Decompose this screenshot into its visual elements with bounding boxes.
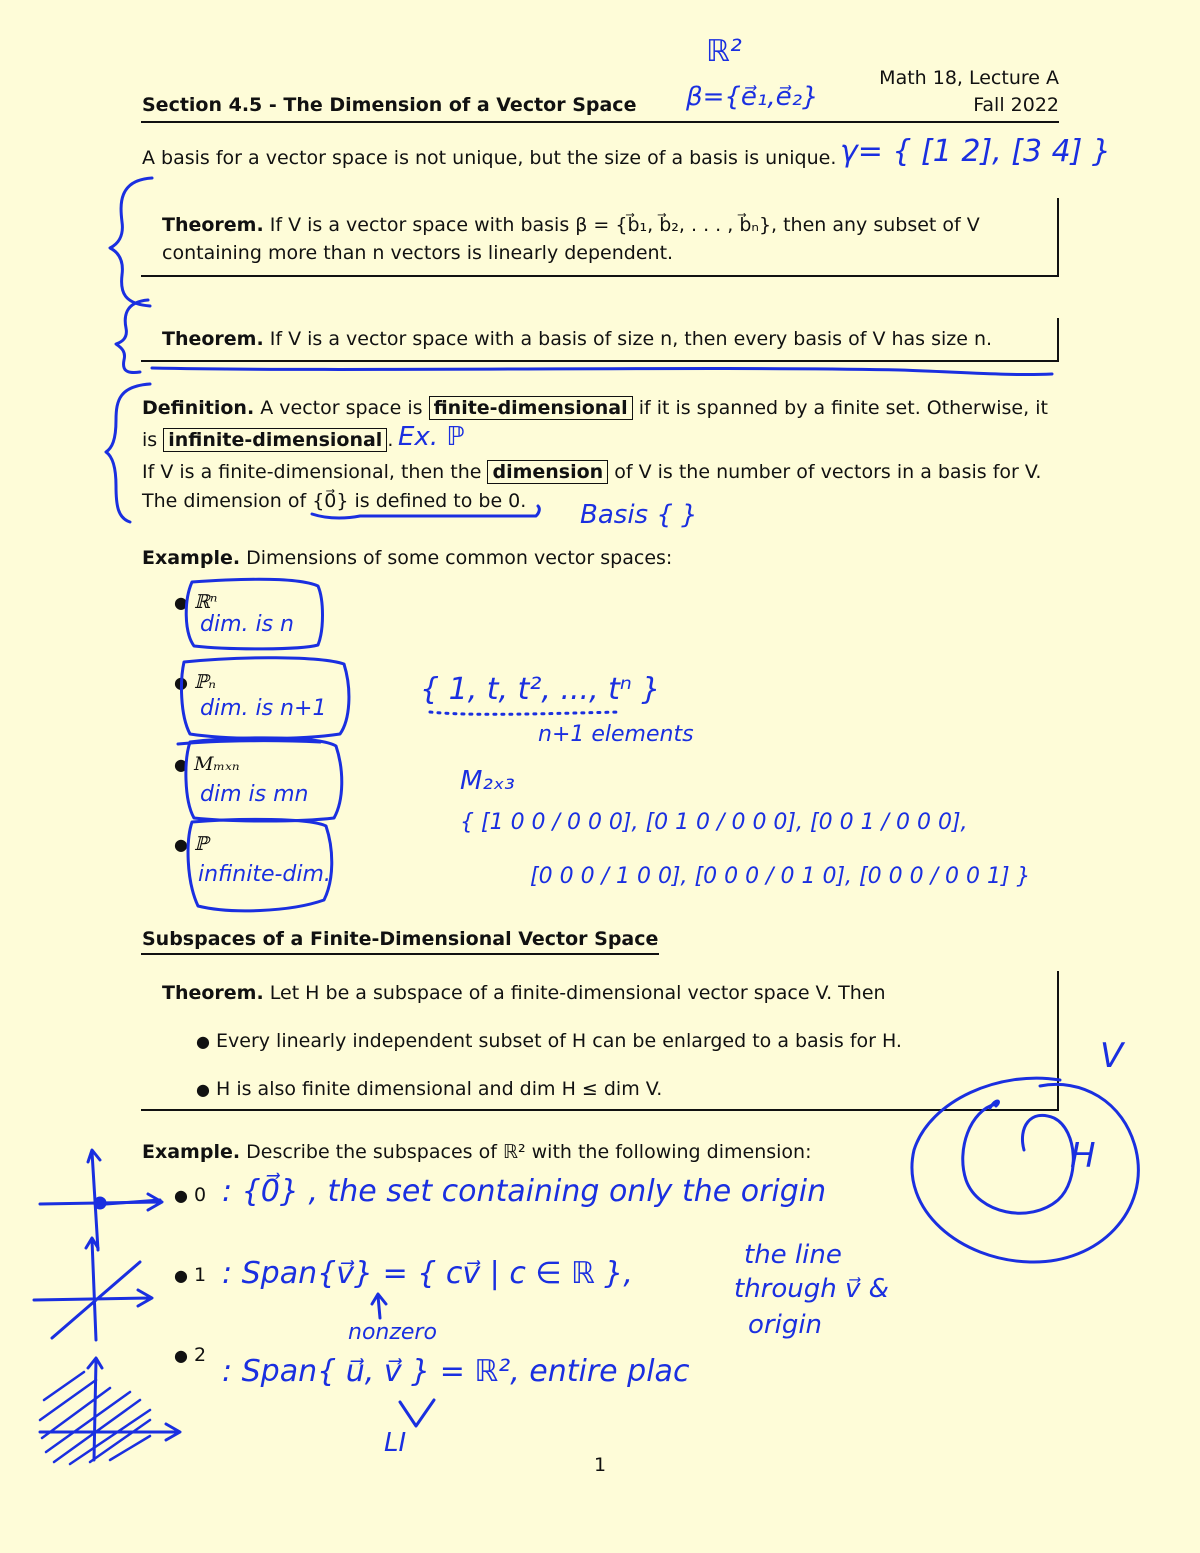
example2-intro: Example. Describe the subspaces of ℝ² with the following dimension:: [142, 1141, 812, 1163]
theorem2-underline: [152, 368, 1052, 375]
ink-dim-pn: dim. is n+1: [200, 696, 327, 721]
example2-item-1: ● 1: [174, 1264, 207, 1286]
ink-origin: origin: [748, 1310, 823, 1340]
term-label: Fall 2022: [973, 94, 1059, 116]
definition-line2: is infinite-dimensional .: [142, 429, 394, 451]
ink-nonzero: nonzero: [348, 1320, 437, 1345]
ink-dim-rn: dim. is n: [200, 612, 295, 637]
ink-li: LI: [384, 1428, 407, 1458]
ink-infinite: infinite-dim.: [198, 862, 331, 887]
subspaces-heading: Subspaces of a Finite-Dimensional Vector Space: [142, 928, 659, 950]
example2-item-2: ● 2: [174, 1344, 207, 1366]
example2-item-0: ● 0: [174, 1184, 207, 1206]
zero-underline: [312, 506, 539, 518]
brace-theorem1: [110, 178, 152, 306]
theorem3-intro: Theorem. Let H be a subspace of a finite-dimensional vector space V. Then: [162, 982, 886, 1004]
term-finite-dimensional: finite-dimensional: [429, 396, 633, 420]
course-label: Math 18, Lecture A: [879, 67, 1059, 89]
brace-theorem2: [116, 300, 148, 373]
ink-r2: ℝ²: [706, 34, 742, 69]
theorem3-bullet-1: ● Every linearly independent subset of H can be enlarged to a basis for H.: [196, 1030, 902, 1052]
theorem2-text: Theorem. If V is a vector space with a basis of size n, then every basis of V has size n.: [162, 328, 993, 350]
theorem3-bullet-2: ● H is also finite dimensional and dim H ≤ dim V.: [196, 1078, 663, 1100]
brace-definition: [106, 384, 150, 522]
ink-beta: β={e⃗₁,e⃗₂}: [686, 82, 819, 112]
theorem1-line1: Theorem. If V is a vector space with basis β = {b⃗₁, b⃗₂, . . . , b⃗ₙ}, then any subset of V: [162, 214, 980, 236]
example1-item-mmn: ● Mₘₓₙ: [174, 753, 240, 775]
ink-poly-basis: { 1, t, t², ..., tⁿ }: [420, 672, 661, 707]
ink-poly-count: n+1 elements: [538, 722, 694, 747]
ink-through: through v⃗ &: [734, 1274, 889, 1304]
definition-line3: If V is a finite-dimensional, then the dimension of V is the number of vectors in a basis for V.: [142, 461, 1042, 483]
ink-dim0: : {0⃗} , the set containing only the origin: [222, 1174, 827, 1209]
example1-item-rn: ● ℝⁿ: [174, 591, 218, 613]
axes-dim2: [40, 1358, 180, 1460]
ink-m23: M₂ₓ₃: [460, 766, 515, 796]
ink-ex-p: Ex. ℙ: [398, 422, 465, 452]
underline-mmn: [178, 741, 320, 744]
definition-line1: Definition. A vector space is finite-dimensional if it is spanned by a finite set. Otherwise, it: [142, 397, 1048, 419]
ink-matrix-row1: { [1 0 0 / 0 0 0], [0 1 0 / 0 0 0], [0 0 1 / 0 0 0],: [460, 810, 968, 835]
theorem1-line2: containing more than n vectors is linearly dependent.: [162, 242, 674, 264]
example1-intro: Example. Dimensions of some common vector spaces:: [142, 547, 673, 569]
section-title: Section 4.5 - The Dimension of a Vector Space: [142, 94, 637, 116]
ink-dim-m: dim is mn: [200, 782, 309, 807]
intro-text: A basis for a vector space is not unique, but the size of a basis is unique.: [142, 147, 837, 169]
ink-dim2: : Span{ u⃗, v⃗ } = ℝ², entire plac: [222, 1354, 690, 1389]
page-number: 1: [594, 1454, 607, 1476]
example1-item-pn: ● ℙₙ: [174, 671, 217, 693]
ink-dim1: : Span{v⃗} = { cv⃗ | c ∈ ℝ },: [222, 1256, 633, 1291]
ink-matrix-row2: [0 0 0 / 1 0 0], [0 0 0 / 0 1 0], [0 0 0 / 0 0 1] }: [530, 864, 1031, 889]
term-infinite-dimensional: infinite-dimensional: [163, 428, 387, 452]
axes-dim1: [34, 1238, 152, 1340]
ink-v-label: V: [1100, 1036, 1124, 1076]
ink-gamma: γ= { [1 2], [3 4] }: [840, 134, 1111, 169]
ink-the-line: the line: [744, 1240, 842, 1270]
definition-line4: The dimension of {0⃗} is defined to be 0.: [142, 490, 527, 512]
term-dimension: dimension: [487, 460, 608, 484]
box-mmn: [186, 738, 342, 821]
circle-h: [963, 1104, 1074, 1213]
ink-basis: Basis { }: [580, 500, 698, 530]
circle-v: [912, 1078, 1138, 1262]
ink-h-label: H: [1070, 1136, 1096, 1176]
example1-item-p: ● ℙ: [174, 833, 209, 855]
